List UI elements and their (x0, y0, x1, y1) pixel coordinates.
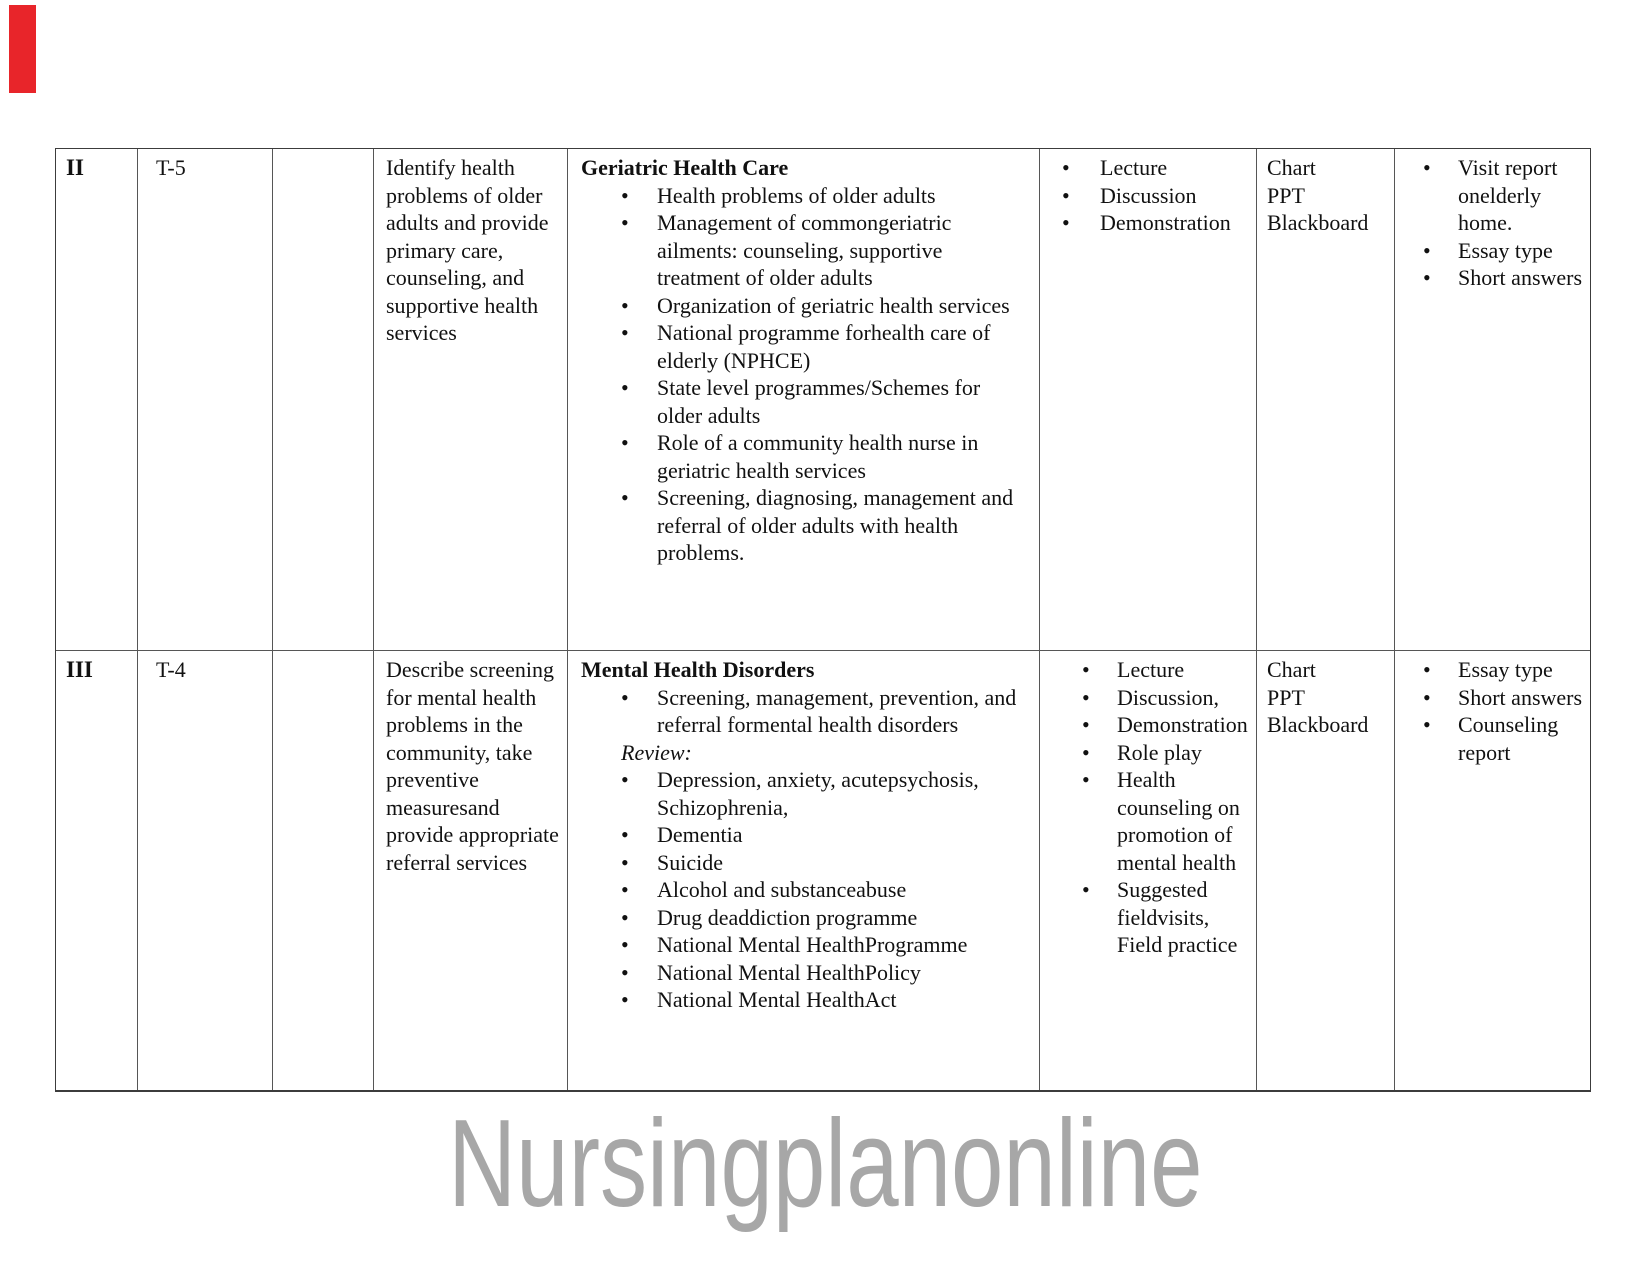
review-bullet: • National Mental HealthProgramme (581, 931, 1029, 959)
teaching-methods-cell-row1 (1040, 149, 1257, 651)
content-bullet: • Management of commongeriatric ailments: counseling, supportive treatment of older adults (581, 209, 1029, 292)
teaching-method: • Discussion, (1046, 684, 1248, 712)
review-label: Review: (621, 739, 692, 765)
teaching-method: • Suggested fieldvisits, Field practice (1046, 876, 1248, 959)
review-bullet: • Depression, anxiety, acutepsychosis, Schizophrenia, (581, 766, 1029, 821)
assessment-item: • Short answers (1401, 264, 1584, 292)
assessment-item: • Visit report onelderly home. (1401, 154, 1584, 237)
teaching-method: • Demonstration (1046, 209, 1248, 237)
av-aid: PPT (1267, 684, 1305, 710)
content-bullet-list (581, 684, 1029, 739)
teaching-methods-cell-row2 (1040, 651, 1257, 1090)
review-bullet: • Drug deaddiction programme (581, 904, 1029, 932)
assessment-cell-row1 (1395, 149, 1590, 651)
content-bullet: • Screening, diagnosing, management and referral of older adults with health problems. (581, 484, 1029, 567)
empty-cell-row2 (273, 651, 374, 1090)
objectives-cell-row2 (374, 651, 568, 1090)
av-aids-cell-row2 (1257, 651, 1395, 1090)
assessment-item: • Counseling report (1401, 711, 1584, 766)
teaching-method: • Discussion (1046, 182, 1248, 210)
av-aids-cell-row1 (1257, 149, 1395, 651)
content-cell-row1 (568, 149, 1040, 651)
content-bullet: • Health problems of older adults (581, 182, 1029, 210)
review-bullet: • National Mental HealthPolicy (581, 959, 1029, 987)
av-aid: Blackboard (1267, 210, 1369, 235)
assessment-item: • Essay type (1401, 656, 1584, 684)
objectives-cell-row1 (374, 149, 568, 651)
assessment-list (1401, 656, 1584, 766)
content-bullet: • Screening, management, prevention, and referral formental health disorders (581, 684, 1029, 739)
content-bullet: • State level programmes/Schemes for older adults (581, 374, 1029, 429)
content-bullet-list (581, 182, 1029, 567)
content-title: Geriatric Health Care (581, 155, 789, 180)
objectives-text: Describe screening for mental health problems in the community, take preventive measuresand provide appropriate referral services (386, 657, 559, 875)
teaching-method: • Lecture (1046, 154, 1248, 182)
syllabus-table (55, 148, 1591, 1092)
content-cell-row2 (568, 651, 1040, 1090)
hours-label: T-4 (156, 657, 186, 682)
av-aid: PPT (1267, 182, 1305, 208)
review-bullet: • Suicide (581, 849, 1029, 877)
review-bullet-list (581, 766, 1029, 1014)
watermark (0, 1096, 1650, 1232)
hours-cell-row2 (138, 651, 273, 1090)
assessment-cell-row2 (1395, 651, 1590, 1090)
teaching-method: • Lecture (1046, 656, 1248, 684)
empty-cell-row1 (273, 149, 374, 651)
review-bullet: • Alcohol and substanceabuse (581, 876, 1029, 904)
assessment-list (1401, 154, 1584, 292)
unit-label: III (66, 657, 93, 682)
objectives-text: Identify health problems of older adults and provide primary care, counseling, and supportive health services (386, 155, 549, 345)
teaching-method: • Demonstration (1046, 711, 1248, 739)
content-bullet: • Organization of geriatric health services (581, 292, 1029, 320)
unit-cell-row2 (56, 651, 138, 1090)
hours-cell-row1 (138, 149, 273, 651)
assessment-item: • Essay type (1401, 237, 1584, 265)
teaching-method: • Role play (1046, 739, 1248, 767)
teaching-method-list (1046, 656, 1248, 959)
content-title: Mental Health Disorders (581, 657, 815, 682)
av-aid: Chart (1267, 155, 1316, 180)
av-aid: Chart (1267, 657, 1316, 682)
red-margin-marker (9, 5, 36, 93)
teaching-method: • Health counseling on promotion of mental health (1046, 766, 1248, 876)
unit-label: II (66, 155, 84, 180)
teaching-method-list (1046, 154, 1248, 237)
review-bullet: • Dementia (581, 821, 1029, 849)
content-bullet: • National programme forhealth care of elderly (NPHCE) (581, 319, 1029, 374)
assessment-item: • Short answers (1401, 684, 1584, 712)
unit-cell-row1 (56, 149, 138, 651)
watermark-text: Nursingplanonline (447, 1095, 1203, 1233)
av-aid: Blackboard (1267, 712, 1369, 737)
review-bullet: • National Mental HealthAct (581, 986, 1029, 1014)
content-bullet: • Role of a community health nurse in geriatric health services (581, 429, 1029, 484)
hours-label: T-5 (156, 155, 186, 180)
